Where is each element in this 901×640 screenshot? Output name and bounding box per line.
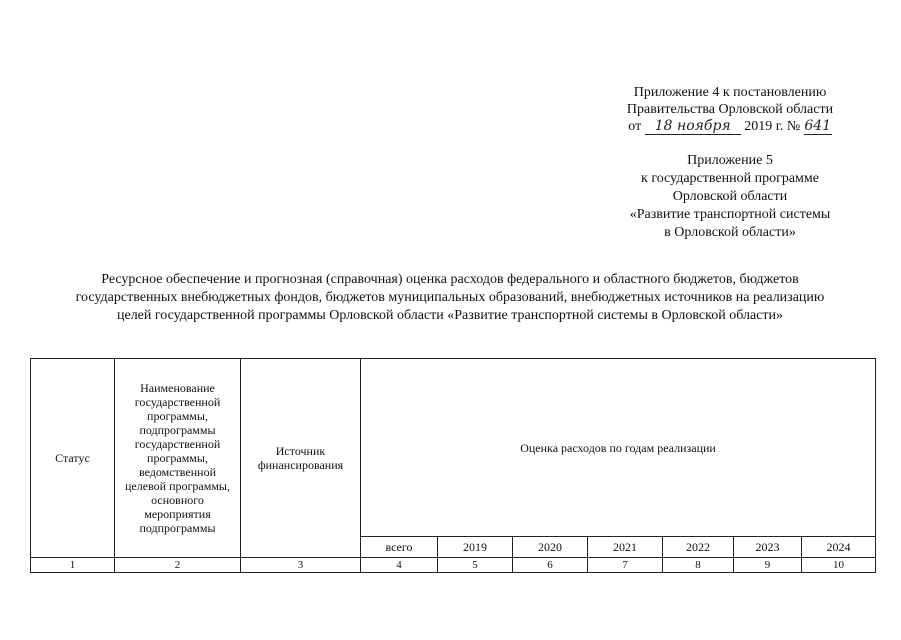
header-funding-source: Источник финансирования <box>241 359 361 558</box>
year-2022: 2022 <box>663 537 734 558</box>
appendix-5-line: «Развитие транспортной системы <box>629 207 831 222</box>
column-number: 6 <box>513 558 588 573</box>
column-number: 9 <box>734 558 802 573</box>
appendix-5-line: в Орловской области» <box>664 225 796 240</box>
year-2023: 2023 <box>734 537 802 558</box>
appendix-5-line: Приложение 5 <box>687 153 773 168</box>
header-program-name: Наименование государственной программы, подпрограммы государственной программы, ведомственной целевой программы, основного мероприятия подпрограммы <box>115 359 241 558</box>
column-number: 3 <box>241 558 361 573</box>
title-line: Ресурсное обеспечение и прогнозная (справочная) оценка расходов федерального и областного бюджетов, бюджетов <box>101 272 799 287</box>
appendix-4-block <box>590 84 870 135</box>
appendix-5-line: к государственной программе <box>641 171 819 186</box>
budget-table <box>30 358 876 573</box>
year-2024: 2024 <box>802 537 876 558</box>
from-label: от <box>628 119 642 134</box>
column-number: 10 <box>802 558 876 573</box>
year-2019: 2019 <box>438 537 513 558</box>
appendix-5-line: Орловской области <box>672 189 788 204</box>
appendix-5-block <box>600 152 860 242</box>
column-number: 8 <box>663 558 734 573</box>
title-line: целей государственной программы Орловской области «Развитие транспортной системы в Орловской области» <box>116 308 784 323</box>
column-number: 1 <box>31 558 115 573</box>
appendix-4-line1: Приложение 4 к постановлению <box>633 85 827 100</box>
resolution-date-line <box>590 118 870 135</box>
header-status: Статус <box>31 359 115 558</box>
column-number: 4 <box>361 558 438 573</box>
year-2021: 2021 <box>588 537 663 558</box>
column-number: 2 <box>115 558 241 573</box>
document-title <box>20 271 880 325</box>
handwritten-number: 641 <box>804 118 832 134</box>
header-expense-estimate: Оценка расходов по годам реализации <box>361 359 876 537</box>
title-line: государственных внебюджетных фондов, бюджетов муниципальных образований, внебюджетных источников на реализацию <box>75 290 825 305</box>
year-number-label: 2019 г. № <box>744 119 801 134</box>
appendix-4-line2: Правительства Орловской области <box>626 102 834 117</box>
column-number: 7 <box>588 558 663 573</box>
column-number: 5 <box>438 558 513 573</box>
handwritten-date: 18 ноября <box>645 119 741 135</box>
year-2020: 2020 <box>513 537 588 558</box>
year-total: всего <box>361 537 438 558</box>
